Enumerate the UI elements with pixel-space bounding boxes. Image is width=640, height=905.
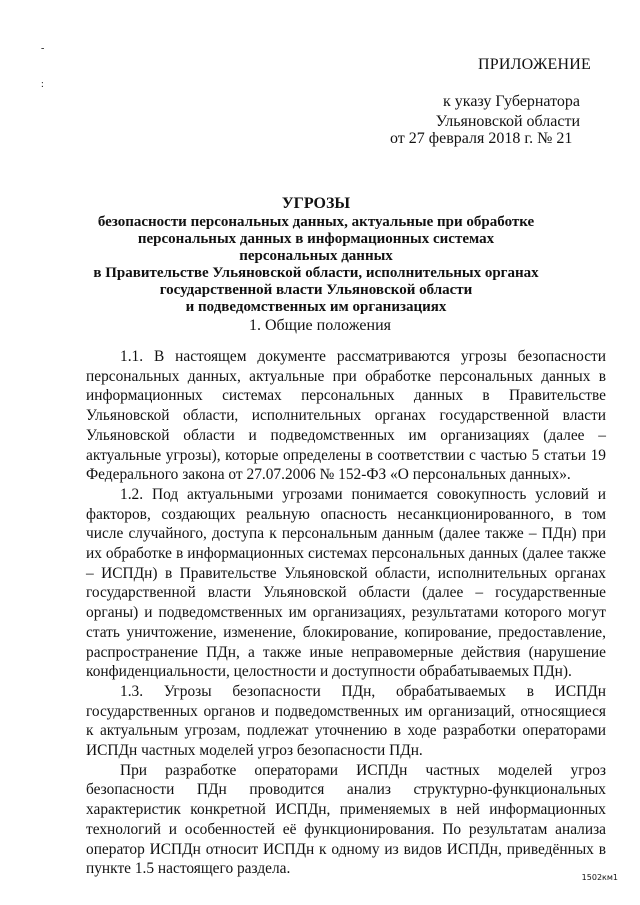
footer-code: 1502км1 [581,873,618,882]
paragraph-1-3: 1.3. Угрозы безопасности ПДн, обрабатываемых в ИСПДн государственных органов и подведомственных им организаций, относящиеся к актуальным угрозам, подлежат уточнению в ходе разработки операторами ИСПДн частных моделей угроз безопасности ПДн. [86,682,606,760]
decree-line: к указу Губернатора [443,93,580,110]
title-subtitle-line: безопасности персональных данных, актуальные при обработке [97,214,535,230]
paragraph-1-3-cont: При разработке операторами ИСПДн частных моделей угроз безопасности ПДн проводится анализ структурно-функциональных характеристик конкретной ИСПДн, применяемых в ней информационных технологий и особенностей её функционирования. По результатам анализа оператор ИСПДн относит ИСПДн к одному из видов ИСПДн, приведённых в пункте 1.5 настоящего раздела. [86,761,606,878]
document-body [86,347,606,879]
decree-line: Ульяновской области [435,113,580,130]
appendix-label: ПРИЛОЖЕНИЕ [478,56,592,73]
title-subtitle-line: и подведомственных им организациях [185,299,447,315]
paragraph-1-1: 1.1. В настоящем документе рассматриваются угрозы безопасности персональных данных, актуальные при обработке персональных данных в информационных системах персональных данных в Правительстве Ульяновской области, исполнительных органах государственной власти Ульяновской области и подведомственных им организациях (далее – актуальные угрозы), которые определены в соответствии с частью 5 статьи 19 Федерального закона от 27.07.2006 № 152-ФЗ «О персональных данных». [86,348,606,484]
title-subtitle-line: государственной власти Ульяновской области [159,282,473,298]
decree-date: от 27 февраля 2018 г. № 21 [390,130,573,147]
paragraph-1-2: 1.2. Под актуальными угрозами понимается совокупность условий и факторов, создающих реальную опасность несанкционированного, в том числе случайного, доступа к персональным данным (далее также – ПДн) при их обработке в информационных системах персональных данных (далее также – ИСПДн) в Правительстве Ульяновской области, исполнительных органах государственной власти Ульяновской области (далее – государственные органы) и подведомственных им организациях, результатами которого могут стать уничтожение, изменение, блокирование, копирование, предоставление, распространение ПДн, а также иные неправомерные действия (нарушение конфиденциальности, целостности и доступности обрабатываемых ПДн). [86,485,606,681]
section-heading: 1. Общие положения [248,317,392,334]
title-main: УГРОЗЫ [281,195,351,212]
document-title [88,195,544,316]
title-subtitle-line: персональных данных в информационных системах персональных данных [137,231,495,264]
margin-mark-bottom: : [41,79,44,90]
decree-reference [436,92,580,132]
title-subtitle-line: в Правительстве Ульяновской области, исполнительных органах [93,265,539,281]
margin-mark-top: - [41,43,45,54]
